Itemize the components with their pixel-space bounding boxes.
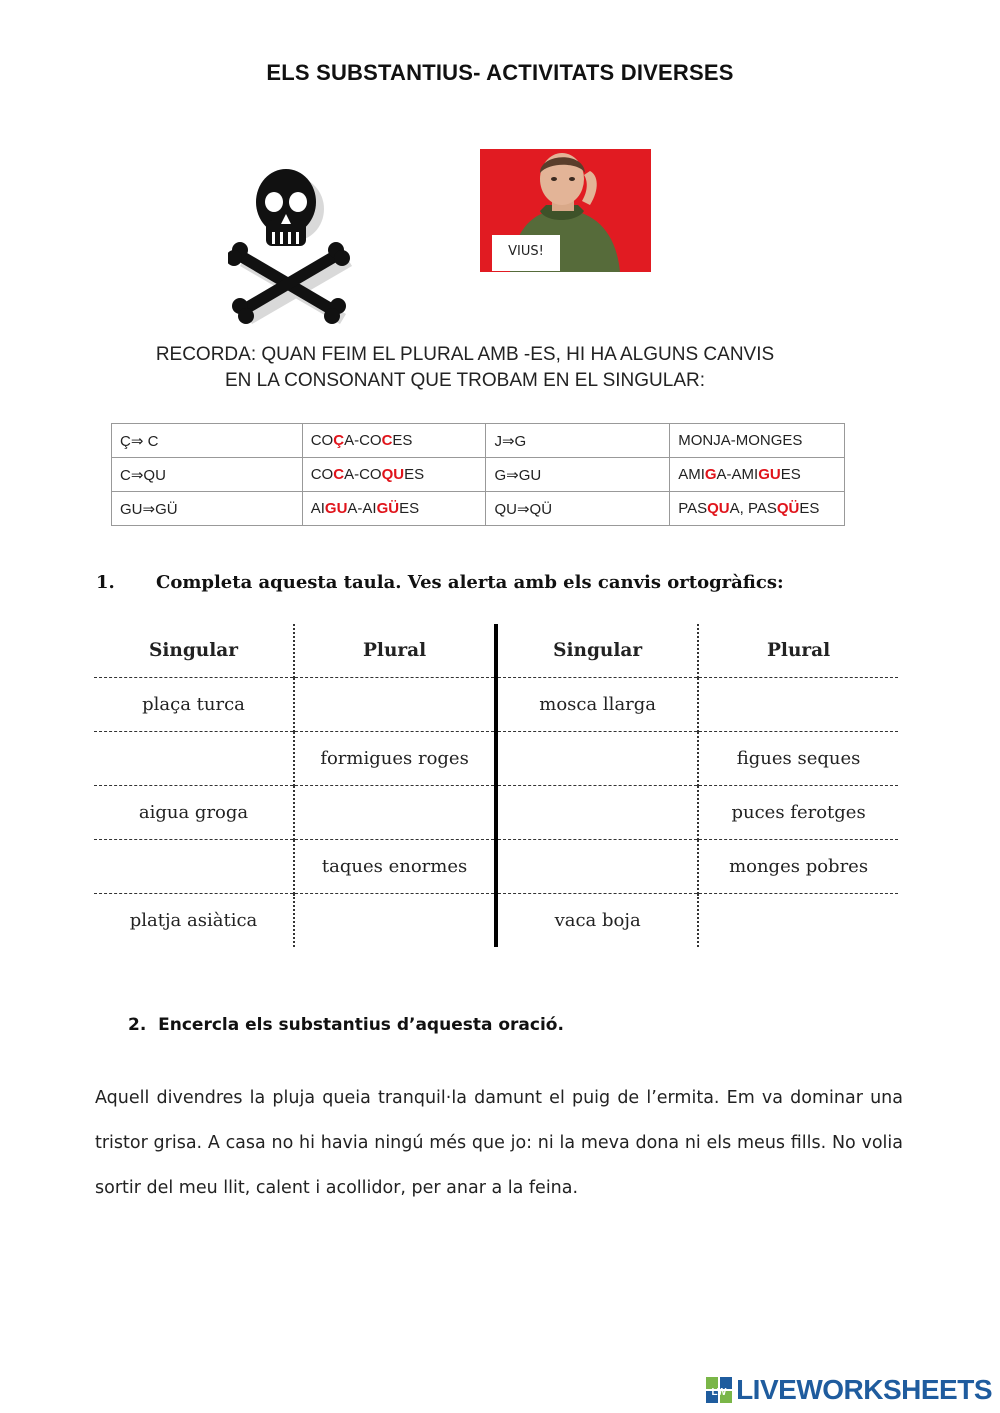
rules-cell [486, 458, 670, 492]
highlighted-letters: GU [324, 500, 348, 517]
rules-cell [112, 458, 303, 492]
rules-cell [112, 424, 303, 458]
skull-crossbones-image [228, 158, 368, 328]
rules-row [112, 492, 845, 526]
given-word: taques enormes [294, 840, 496, 894]
header-plural-1: Plural [294, 624, 496, 678]
rule-text: A-AMI [716, 466, 759, 483]
rules-row [112, 424, 845, 458]
badge-text: LW [711, 1387, 727, 1398]
rule-text: PAS [678, 500, 708, 517]
answer-blank[interactable] [294, 894, 496, 948]
highlighted-letters: C [381, 432, 393, 449]
rules-cell [302, 424, 486, 458]
highlighted-letters: GU [758, 466, 781, 483]
rule-text: MONJA-MONGES [678, 432, 803, 449]
given-word: plaça turca [94, 678, 294, 732]
exercise-1-heading [96, 572, 784, 593]
rule-text: ES [392, 432, 413, 449]
rules-cell [302, 492, 486, 526]
given-word: vaca boja [496, 894, 698, 948]
rule-text: Ç⇒ C [120, 432, 159, 450]
given-word: platja asiàtica [129, 910, 258, 931]
rule-text: ES [404, 466, 425, 483]
rule-text: A-CO [344, 466, 382, 483]
exercise-1-number: 1. [96, 572, 115, 593]
answer-blank[interactable] [294, 678, 496, 732]
exercise-row [94, 732, 898, 786]
header-plural-2: Plural [698, 624, 898, 678]
exercise-1-instruction: Completa aquesta taula. Ves alerta amb els canvis ortogràfics: [156, 572, 784, 593]
highlighted-letters: GÜ [376, 500, 400, 517]
rules-cell [486, 492, 670, 526]
rules-cell [112, 492, 303, 526]
answer-blank[interactable] [698, 678, 898, 732]
answer-blank[interactable] [496, 732, 698, 786]
exercise-row [94, 786, 898, 840]
highlighted-letters: QU [381, 466, 405, 483]
rule-text: AMI [678, 466, 705, 483]
rules-cell [670, 458, 845, 492]
rule-text: GU⇒GÜ [120, 500, 178, 518]
given-word: figues seques [698, 732, 898, 786]
highlighted-letters: Ç [333, 432, 345, 449]
answer-blank[interactable] [294, 786, 496, 840]
given-word: aigua groga [94, 786, 294, 840]
rule-text: ES [799, 500, 820, 517]
exercise-2-heading [128, 1015, 564, 1035]
answer-blank[interactable] [94, 840, 294, 894]
liveworksheets-badge-icon [706, 1377, 732, 1403]
header-singular-2: Singular [496, 624, 698, 678]
answer-blank[interactable] [94, 732, 294, 786]
rules-row [112, 458, 845, 492]
page-title: ELS SUBSTANTIUS- ACTIVITATS DIVERSES [266, 60, 734, 85]
rule-text: CO [310, 432, 334, 449]
highlighted-letters: QU [707, 500, 730, 517]
rule-text: A-AI [347, 500, 377, 517]
rules-cell [670, 424, 845, 458]
highlighted-letters: G [704, 466, 717, 483]
exercise-2-paragraph[interactable]: Aquell divendres la pluja queia tranquil·la damunt el puig de l’ermita. Em va dominar una tristor grisa. A casa no hi havia ningú més que jo: ni la meva dona ni els meus fills. No volia sortir del meu llit, calent i acollidor, per anar a la feina. [95, 1088, 903, 1198]
rule-text: ES [399, 500, 420, 517]
given-word: puces ferotges [698, 786, 898, 840]
thinking-person-photo [480, 149, 651, 272]
rule-text: CO [310, 466, 334, 483]
header-singular-1: Singular [94, 624, 294, 678]
rule-text: J⇒G [494, 432, 527, 450]
answer-blank[interactable] [496, 840, 698, 894]
photo-sign-text: VIUS! [508, 244, 544, 259]
recorda-line-2: EN LA CONSONANT QUE TROBAM EN EL SINGULAR: [224, 370, 706, 391]
answer-blank[interactable] [698, 894, 898, 948]
plural-table-header-row [94, 624, 898, 678]
rules-cell [670, 492, 845, 526]
rule-text: AI [310, 500, 325, 517]
recorda-line-1: RECORDA: QUAN FEIM EL PLURAL AMB -ES, HI HA ALGUNS CANVIS [155, 344, 775, 365]
given-word: formigues roges [294, 732, 496, 786]
exercise-2-instruction: Encercla els substantius d’aquesta oració. [158, 1015, 564, 1035]
liveworksheets-brand-text: LIVEWORKSHEETS [736, 1374, 992, 1405]
rules-cell [302, 458, 486, 492]
spelling-rules-table [111, 423, 845, 526]
highlighted-letters: QÜ [776, 500, 800, 517]
recorda-note [110, 342, 820, 394]
given-word: mosca llarga [496, 678, 698, 732]
exercise-row [94, 678, 898, 732]
liveworksheets-logo[interactable] [706, 1375, 992, 1405]
plural-exercise-table [94, 624, 898, 947]
exercise-row [94, 840, 898, 894]
exercise-row [94, 894, 898, 948]
rule-text: G⇒GU [494, 466, 542, 484]
exercise-2-number: 2. [128, 1015, 147, 1035]
rule-text: A-CO [344, 432, 382, 449]
highlighted-letters: C [333, 466, 345, 483]
given-word: monges pobres [698, 840, 898, 894]
rule-text: ES [780, 466, 801, 483]
rules-cell [486, 424, 670, 458]
rule-text: A, PAS [729, 500, 777, 517]
rule-text: QU⇒QÜ [494, 500, 553, 518]
rule-text: C⇒QU [120, 466, 166, 484]
answer-blank[interactable] [496, 786, 698, 840]
